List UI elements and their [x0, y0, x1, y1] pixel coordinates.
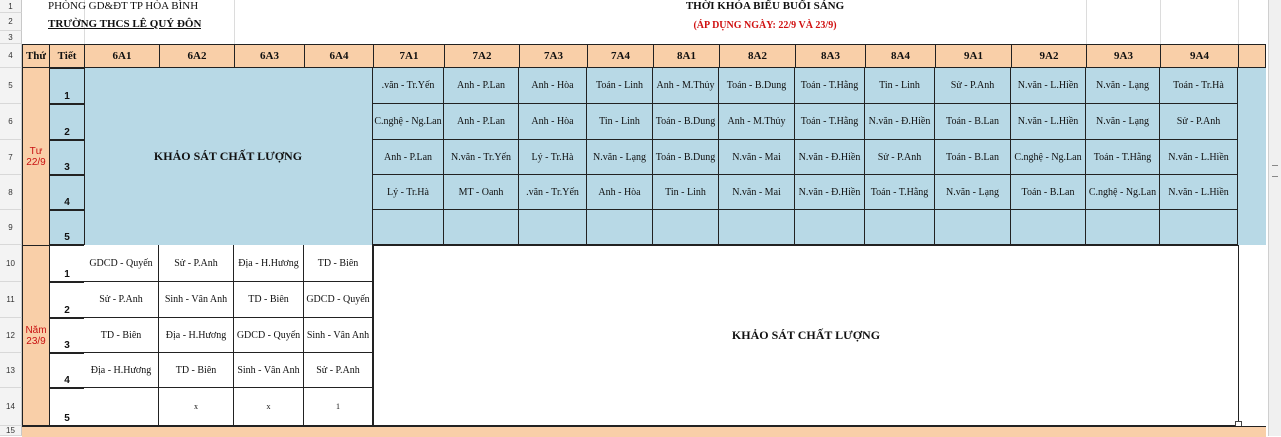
row-number[interactable]: 4 — [0, 44, 22, 68]
day2-cell[interactable]: Sinh - Vân Anh — [159, 282, 234, 318]
day1-cell[interactable]: MT - Oanh — [444, 175, 519, 210]
class-header-9a2: 9A2 — [1011, 44, 1087, 68]
day1-cell[interactable] — [935, 210, 1011, 245]
day1-cell[interactable]: N.văn - Lạng — [1086, 104, 1160, 140]
day1-cell[interactable]: Toán - Tr.Hà — [1160, 68, 1238, 104]
day1-cell[interactable]: N.văn - Mai — [719, 140, 795, 175]
day1-cell[interactable]: N.văn - L.Hiền — [1011, 68, 1086, 104]
day2-cell[interactable]: TD - Biên — [304, 245, 373, 282]
day1-survey-merged: KHẢO SÁT CHẤT LƯỢNG — [84, 68, 373, 245]
day1-cell[interactable]: Toán - B.Lan — [935, 104, 1011, 140]
day1-cell[interactable]: Lý - Tr.Hà — [373, 175, 444, 210]
day1-label — [22, 67, 50, 246]
day1-cell[interactable]: Anh - P.Lan — [444, 104, 519, 140]
day1-period-2: 2 — [49, 104, 85, 140]
day2-cell[interactable]: Sử - P.Anh — [159, 245, 234, 282]
class-header-6a2: 6A2 — [159, 44, 235, 68]
class-header-8a3: 8A3 — [795, 44, 866, 68]
day1-cell[interactable]: N.văn - Tr.Yến — [444, 140, 519, 175]
day1-cell[interactable]: N.văn - L.Hiền — [1160, 140, 1238, 175]
day1-cell[interactable]: N.văn - Đ.Hiền — [865, 104, 935, 140]
day2-survey-merged: KHẢO SÁT CHẤT LƯỢNG — [373, 245, 1239, 426]
day1-cell[interactable]: C.nghệ - Ng.Lan — [1086, 175, 1160, 210]
day1-date: 22/9 — [26, 156, 46, 168]
day1-cell[interactable]: .văn - Tr.Yến — [519, 175, 587, 210]
class-header-9a3: 9A3 — [1086, 44, 1161, 68]
day1-period-1: 1 — [49, 68, 85, 104]
row-number[interactable]: 7 — [0, 140, 22, 175]
day1-cell[interactable]: Tin - Linh — [653, 175, 719, 210]
day1-cell[interactable]: Toán - T.Hằng — [865, 175, 935, 210]
day2-cell[interactable]: Sinh - Vân Anh — [304, 318, 373, 353]
day1-cell[interactable]: N.văn - Đ.Hiền — [795, 140, 865, 175]
day1-cell[interactable] — [865, 210, 935, 245]
day2-period-4: 4 — [49, 353, 85, 388]
day2-cell[interactable]: Sử - P.Anh — [84, 282, 159, 318]
day1-cell[interactable]: N.văn - Lạng — [1086, 68, 1160, 104]
day2-cell[interactable]: GDCD - Quyến — [234, 318, 304, 353]
day2-cell[interactable]: TD - Biên — [234, 282, 304, 318]
day1-cell[interactable]: Anh - Hòa — [587, 175, 653, 210]
row-number[interactable]: 12 — [0, 318, 22, 353]
day1-cell[interactable]: Toán - B.Dung — [653, 140, 719, 175]
day1-cell[interactable]: Anh - Hòa — [519, 68, 587, 104]
day1-cell[interactable]: Sử - P.Anh — [1160, 104, 1238, 140]
day1-cell[interactable]: Tin - Linh — [587, 104, 653, 140]
class-header-9a1: 9A1 — [935, 44, 1012, 68]
day1-cell[interactable]: Anh - P.Lan — [373, 140, 444, 175]
class-header-6a1: 6A1 — [84, 44, 160, 68]
row-number[interactable]: 5 — [0, 68, 22, 104]
day1-cell[interactable]: Sử - P.Anh — [865, 140, 935, 175]
day1-cell[interactable]: Anh - M.Thủy — [719, 104, 795, 140]
class-header-7a4: 7A4 — [587, 44, 654, 68]
day1-cell[interactable]: C.nghệ - Ng.Lan — [373, 104, 444, 140]
class-header-7a2: 7A2 — [444, 44, 520, 68]
day1-cell[interactable]: Toán - B.Dung — [719, 68, 795, 104]
day1-cell[interactable]: Sử - P.Anh — [935, 68, 1011, 104]
day2-cell[interactable]: 1 — [304, 388, 373, 426]
day2-cell[interactable]: Sinh - Vân Anh — [234, 353, 304, 388]
scrollbar-grip-icon[interactable] — [1272, 165, 1278, 177]
day1-cell[interactable]: Toán - B.Lan — [1011, 175, 1086, 210]
day1-cell[interactable]: Toán - T.Hằng — [1086, 140, 1160, 175]
day2-cell[interactable]: TD - Biên — [159, 353, 234, 388]
class-header-9a4: 9A4 — [1160, 44, 1239, 68]
class-header-6a3: 6A3 — [234, 44, 305, 68]
day2-period-1: 1 — [49, 245, 85, 282]
day1-cell[interactable]: .văn - Tr.Yến — [373, 68, 444, 104]
class-header-8a4: 8A4 — [865, 44, 936, 68]
day1-cell[interactable] — [653, 210, 719, 245]
day2-cell[interactable]: Địa - H.Hương — [234, 245, 304, 282]
day1-cell[interactable]: Toán - B.Lan — [935, 140, 1011, 175]
day2-period-3: 3 — [49, 318, 85, 353]
row-number[interactable]: 2 — [0, 13, 22, 31]
day1-cell[interactable] — [1160, 210, 1238, 245]
day2-cell[interactable]: Địa - H.Hương — [84, 353, 159, 388]
day1-cell[interactable]: Toán - Linh — [587, 68, 653, 104]
day1-period-5: 5 — [49, 210, 85, 245]
row-number[interactable]: 9 — [0, 210, 22, 245]
day1-cell[interactable] — [1086, 210, 1160, 245]
row-number[interactable]: 11 — [0, 282, 22, 318]
day2-cell[interactable] — [84, 388, 159, 426]
row-number[interactable]: 13 — [0, 353, 22, 388]
row-number[interactable]: 1 — [0, 0, 22, 13]
day1-cell[interactable]: C.nghệ - Ng.Lan — [1011, 140, 1086, 175]
day1-cell[interactable]: Anh - P.Lan — [444, 68, 519, 104]
day1-cell[interactable]: N.văn - L.Hiền — [1011, 104, 1086, 140]
row-number[interactable]: 6 — [0, 104, 22, 140]
day2-cell[interactable]: TD - Biên — [84, 318, 159, 353]
day1-name: Tư — [29, 145, 43, 157]
day1-cell[interactable] — [719, 210, 795, 245]
day1-period-4: 4 — [49, 175, 85, 210]
day2-name: Năm — [25, 324, 47, 336]
class-header-8a1: 8A1 — [653, 44, 720, 68]
day2-date: 23/9 — [26, 335, 46, 347]
day1-cell[interactable] — [519, 210, 587, 245]
day1-cell[interactable]: Anh - M.Thủy — [653, 68, 719, 104]
day1-period-3: 3 — [49, 140, 85, 175]
vertical-scrollbar[interactable] — [1268, 0, 1281, 436]
day2-cell[interactable]: Địa - H.Hương — [159, 318, 234, 353]
day1-cell[interactable]: Tin - Linh — [865, 68, 935, 104]
day2-cell[interactable]: x — [159, 388, 234, 426]
day1-cell[interactable]: N.văn - Mai — [719, 175, 795, 210]
day1-cell[interactable]: N.văn - Lạng — [587, 140, 653, 175]
day1-cell[interactable] — [587, 210, 653, 245]
row-number[interactable]: 10 — [0, 245, 22, 282]
day1-cell[interactable] — [373, 210, 444, 245]
day1-cell[interactable]: Anh - Hòa — [519, 104, 587, 140]
day2-period-2: 2 — [49, 282, 85, 318]
page-title: THỜI KHÓA BIỂU BUỔI SÁNG — [685, 0, 845, 12]
day2-period-5: 5 — [49, 388, 85, 426]
header-blank — [1238, 44, 1266, 68]
header-period: Tiết — [49, 44, 85, 68]
department-label: PHÒNG GD&ĐT TP HÒA BÌNH — [48, 0, 199, 12]
day1-cell[interactable]: Lý - Tr.Hà — [519, 140, 587, 175]
day2-cell[interactable]: GDCD - Quyến — [304, 282, 373, 318]
day1-cell[interactable]: N.văn - Lạng — [935, 175, 1011, 210]
class-header-8a2: 8A2 — [719, 44, 796, 68]
day2-label — [22, 245, 50, 426]
class-header-6a4: 6A4 — [304, 44, 374, 68]
header-day: Thứ — [22, 44, 50, 68]
row-number[interactable]: 15 — [0, 426, 22, 436]
class-header-7a1: 7A1 — [373, 44, 445, 68]
day1-cell[interactable]: N.văn - L.Hiền — [1160, 175, 1238, 210]
day1-cell[interactable]: Toán - T.Hằng — [795, 68, 865, 104]
row-number[interactable]: 14 — [0, 388, 22, 426]
day1-cell[interactable]: N.văn - Đ.Hiền — [795, 175, 865, 210]
class-header-7a3: 7A3 — [519, 44, 588, 68]
row-number[interactable]: 8 — [0, 175, 22, 210]
row-15-strip — [22, 426, 1266, 437]
day1-cell[interactable]: Toán - T.Hằng — [795, 104, 865, 140]
day2-cell[interactable]: x — [234, 388, 304, 426]
school-label: TRƯỜNG THCS LÊ QUÝ ĐÔN — [48, 18, 202, 30]
page-subtitle: (ÁP DỤNG NGÀY: 22/9 VÀ 23/9) — [693, 19, 837, 31]
row-number[interactable]: 3 — [0, 31, 22, 44]
day2-cell[interactable]: Sử - P.Anh — [304, 353, 373, 388]
day1-cell[interactable]: Toán - B.Dung — [653, 104, 719, 140]
day2-cell[interactable]: GDCD - Quyến — [84, 245, 159, 282]
day1-cell[interactable] — [444, 210, 519, 245]
day1-cell[interactable] — [1011, 210, 1086, 245]
day1-cell[interactable] — [795, 210, 865, 245]
